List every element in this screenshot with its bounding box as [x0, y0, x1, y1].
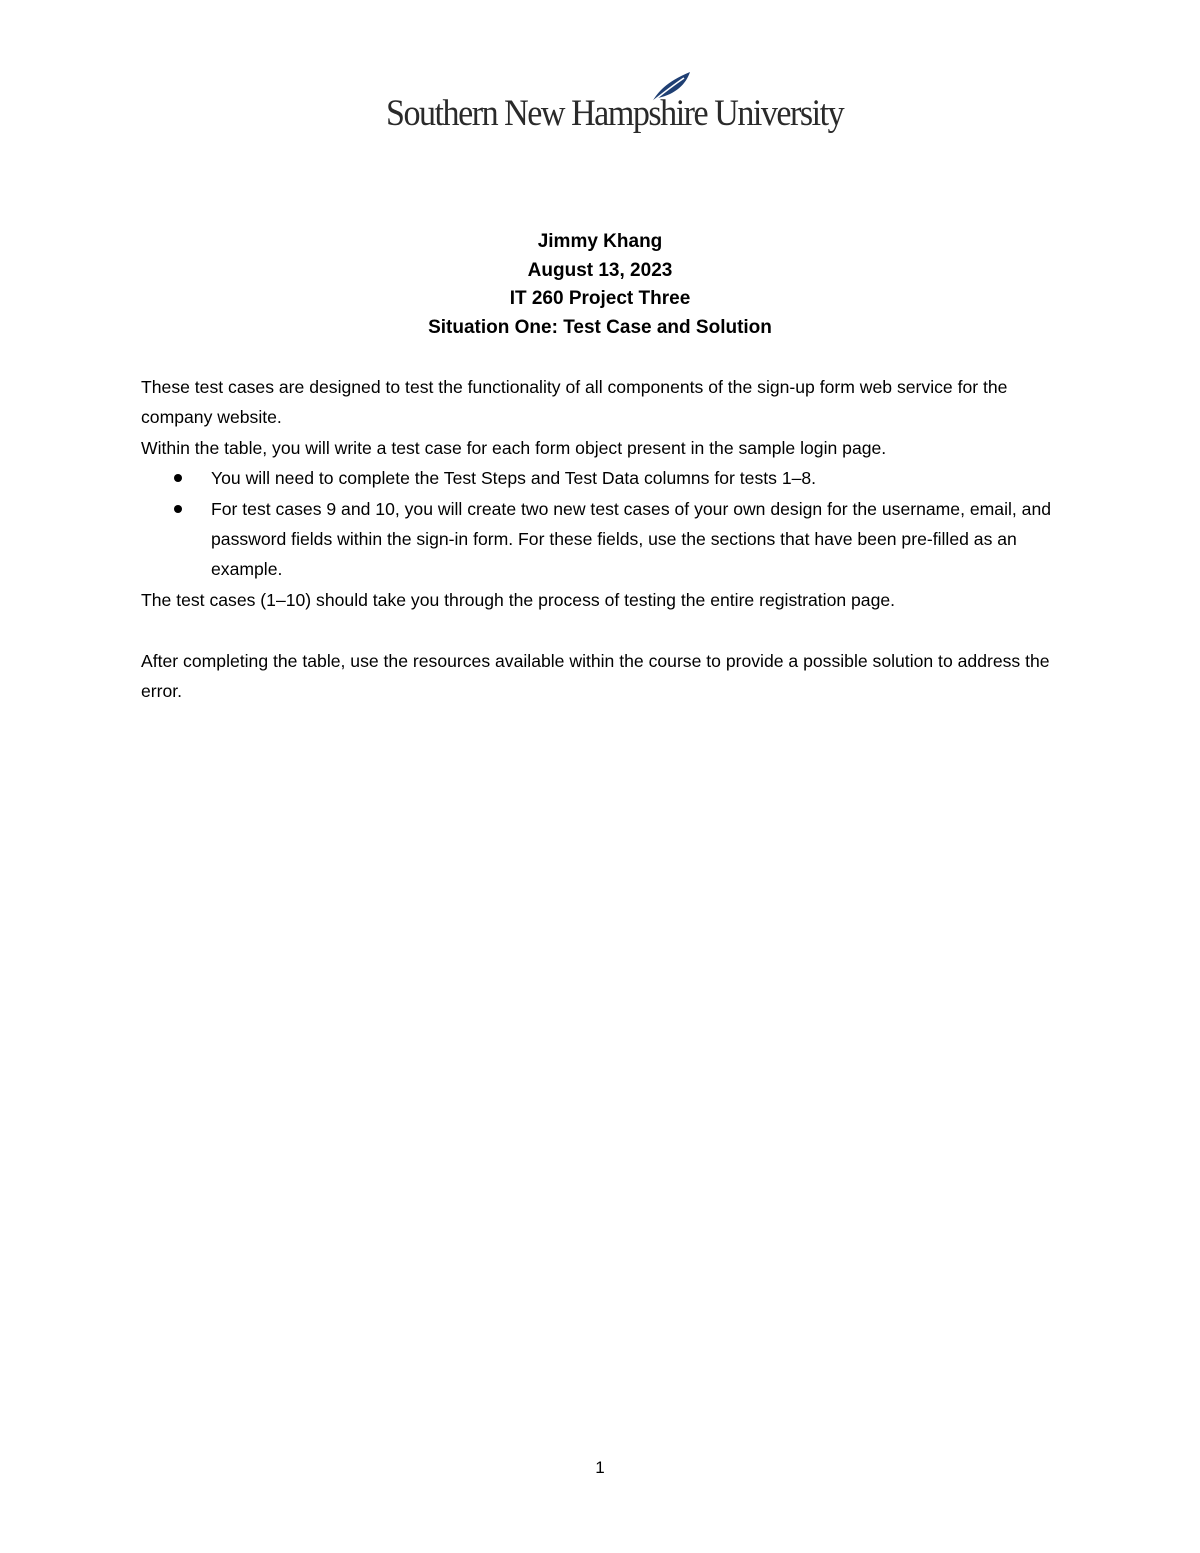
list-item-text: You will need to complete the Test Steps and Test Data columns for tests 1–8.	[211, 468, 817, 489]
instruction-paragraph: Within the table, you will write a test case for each form object present in the sample login page.	[141, 437, 887, 458]
university-logo	[386, 70, 844, 138]
document-title: Situation One: Test Case and Solution	[428, 316, 772, 338]
document-date: August 13, 2023	[527, 259, 673, 281]
intro-paragraph: These test cases are designed to test the functionality of all components of the sign-up form web service for the company website.	[141, 377, 1008, 428]
list-item	[141, 463, 1059, 493]
document-header	[0, 228, 1200, 342]
author-name: Jimmy Khang	[537, 231, 663, 252]
document-body	[141, 372, 1071, 706]
paragraph-spacer	[141, 615, 1071, 645]
solution-paragraph: After completing the table, use the resources available within the course to provide a possible solution to address the error.	[141, 650, 1050, 702]
instruction-list	[141, 463, 1071, 585]
course-title: IT 260 Project Three	[509, 288, 691, 310]
list-item	[141, 494, 1059, 585]
bullet-icon	[174, 505, 182, 513]
bullet-icon	[174, 474, 182, 482]
list-item-text: For test cases 9 and 10, you will create two new test cases of your own design for the username, email, and password fields within the sign-in form. For these fields, use the sections that have been pre-filled as an example.	[211, 498, 1052, 580]
page-number: 1	[595, 1458, 605, 1477]
logo-text: Southern New Hampshire University	[386, 93, 844, 134]
scope-paragraph: The test cases (1–10) should take you through the process of testing the entire registration page.	[141, 589, 896, 610]
